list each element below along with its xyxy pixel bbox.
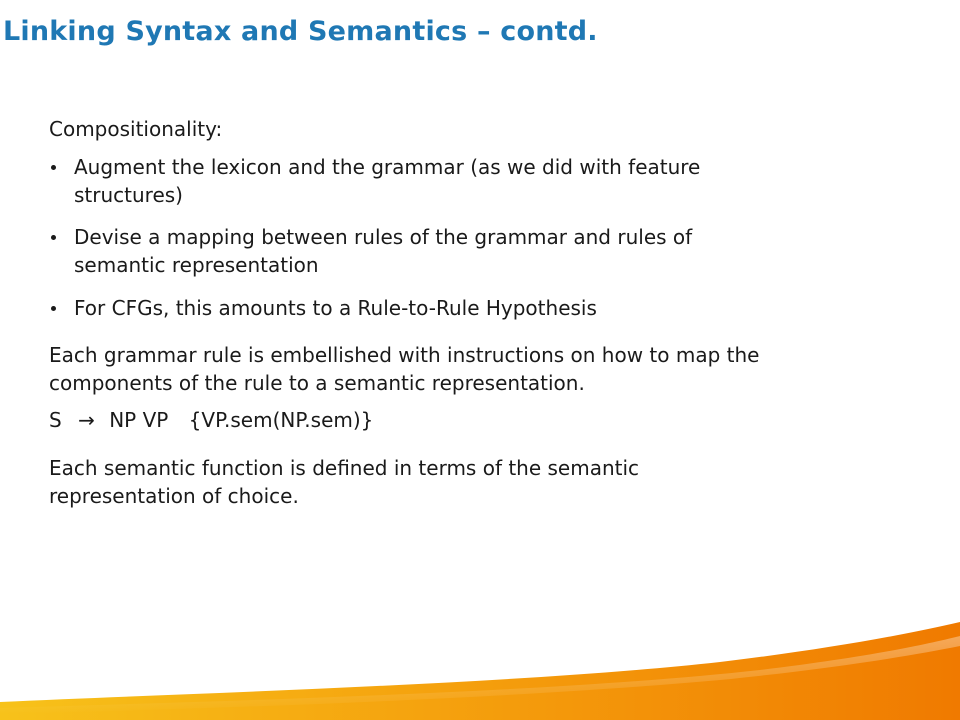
bullet-line: structures) — [74, 183, 183, 207]
rule-lhs: S — [49, 408, 62, 432]
grammar-rule — [49, 406, 373, 434]
bullet-line: semantic representation — [74, 253, 319, 277]
rule-semantics: {VP.sem(NP.sem)} — [188, 408, 374, 432]
rule-rhs: NP VP — [109, 408, 169, 432]
bullet-line: Augment the lexicon and the grammar (as we did with feature — [74, 155, 701, 179]
arrow-icon: → — [78, 408, 95, 432]
bullet-line: Devise a mapping between rules of the grammar and rules of — [74, 225, 693, 249]
paragraph-line: Each grammar rule is embellished with instructions on how to map the — [49, 343, 760, 367]
bullet-icon — [51, 165, 56, 170]
bullet-line: For CFGs, this amounts to a Rule-to-Rule Hypothesis — [74, 296, 597, 320]
bullet-item — [49, 223, 909, 279]
paragraph-line: representation of choice. — [49, 484, 299, 508]
bullet-icon — [51, 235, 56, 240]
bullet-icon — [51, 306, 56, 311]
paragraph-line: components of the rule to a semantic representation. — [49, 371, 585, 395]
footer-swoosh-decoration — [0, 600, 960, 720]
paragraph-line: Each semantic function is defined in terms of the semantic — [49, 456, 640, 480]
bullet-item — [49, 153, 909, 209]
intro-text: Compositionality: — [49, 117, 223, 141]
bullet-item — [49, 294, 909, 322]
slide-title: Linking Syntax and Semantics – contd. — [3, 16, 598, 47]
